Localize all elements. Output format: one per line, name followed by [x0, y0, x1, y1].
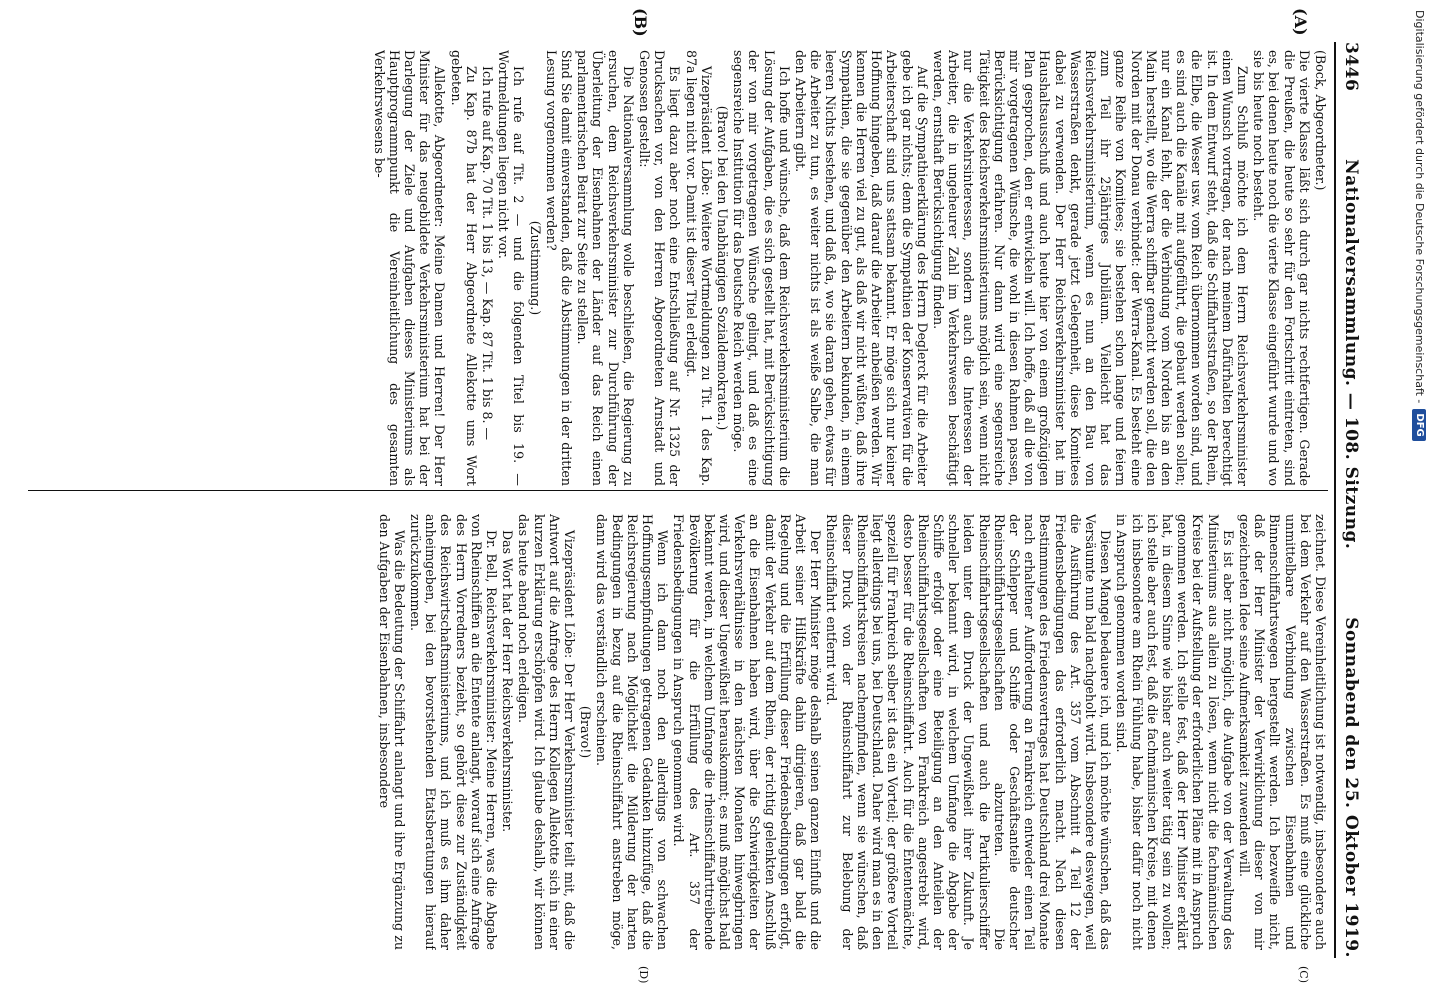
- paragraph: Wenn ich dann noch den allerdings von schwachen Hoffnungsempfindungen getragenen Gedanken hinzufüge, daß die Reichsregierung nach Möglichkeit die Milderung der harten Bedingungen in bezug auf die Rheinschiffahrt anstreben möge, dann wird das verständlich erscheinen.: [594, 514, 671, 950]
- paragraph: Ich hoffe und wünsche, daß dem Reichsverkehrsministerium die Lösung der Aufgaben, die es sich gestellt hat, mit Berücksichtigung der von mir vorgetragenen Wünsche gelingt, und daß es eine segensreiche Institution für das Deutsche Reich werden möge.: [731, 50, 792, 486]
- document-page: [10, 0, 1380, 1000]
- paragraph: Was die Bedeutung der Schiffahrt anlangt und ihre Ergänzung zu den Aufgaben der Eisenbahnen, insbesondere: [376, 514, 407, 950]
- margin-marker-c: (C): [1297, 966, 1310, 983]
- margin-marker-b: (B): [631, 8, 650, 37]
- paragraph: Zum Schluß möchte ich dem Herrn Reichsverkehrsminister einen Wunsch vortragen, der nach meinem Dafürhalten berechtigt ist. In dem Entwurf steht, daß die Schiffahrtsstraßen, so der Rhein, die Elbe, die Weser usw. vom Reich übernommen worden sind, und es sind auch die Kanäle mit aufgeführt, die gebaut werden sollen; nur ein Kanal fehlt, der die Verbindung vom Norden bis an den Main herstellt, wo die Werra schiffbar gemacht werden soll, die den Norden mit der Donau verbindet: der Werra-Kanal. Es besteht eine ganze Reihe von Komitees; sie bestehen schon lange und feiern zum Teil ihr 25jähriges Jubiläum. Vielleicht hat das Reichsverkehrsministerium, wenn es nun an den Bau von Wasserstraßen denkt, gerade jetzt Gelegenheit, diese Komitees dabei zu verwenden. Der Herr Reichsverkehrsminister hat im Haushaltsausschuß und auch heute hier von einem großzügigen Plan gesprochen, den er entwickeln will. Ich hoffe, daß all die von mir vorgetragenen Wünsche, die wohl in diesen Rahmen passen, Berücksichtigung erfahren. Nur dann wird eine segensreiche Tätigkeit des Reichsverkehrsministeriums möglich sein, wenn nicht nur die Verkehrsinteressen, sondern auch die Interessen der Arbeiter, die in ungeheurer Zahl im Verkehrswesen beschäftigt werden, ernsthaft Berücksichtigung finden.: [930, 50, 1250, 486]
- paragraph: Der Herr Minister möge deshalb seinen ganzen Einfluß und die Arbeit seiner Hilfskräfte dahin dirigieren, daß gar bald die Regelung und die Erfüllung dieser Friedensbedingungen erfolgt, damit der Verkehr auf dem Rhein, der richtig gelenkten Anschluß an die Eisenbahnen haben wird, über die Schwierigkeiten der Verkehrsverhältnisse in den nächsten Monaten hinwegbringen wird, und dieser Ungewißheit herauskommt; es muß möglichst bald bekannt werden, in welchem Umfange die rheinschiffahrttreibende Bevölkerung für die Erfüllung des Art. 357 der Friedensbedingungen in Anspruch genommen wird.: [671, 514, 824, 950]
- interjection: (Zustimmung.): [527, 220, 543, 316]
- paragraph: Diesen Mangel bedauere ich, und ich möchte wünschen, daß das Versäumte nun bald nachgeholt wird. Insbesondere deswegen, weil die Ausführung des Art. 357 vom Abschnitt 4 Teil 12 der Friedensbedingungen das erforderlich macht. Nach diesen Bestimmungen des Friedensvertrages hat Deutschland drei Monate nach erhaltener Aufforderung an Frankreich entweder einen Teil der Schlepper und Schiffe oder Geschäftsanteile deutscher Rheinschiffahrtsgesellschaften abzutreten. Die Rheinschiffahrtsgesellschaften und auch die Partikulierschiffer leiden unter dem Druck der Ungewißheit ihrer Zukunft. Je schneller bekannt wird, in welchem Umfange die Abgabe der Schiffe erfolgt oder eine Beteiligung an den Anteilen der Rheinschiffahrtsgesellschaften von Frankreich angestrebt wird, desto besser für die Rheinschiffahrt. Auch für die Ententemächte, speziell für Frankreich selber ist das ein Vorteil; der größere Vorteil liegt allerdings bei uns, bei Deutschland. Daher wird man es in den Rheinschiffahrtskreisen nachempfinden, wenn sie wünschen, daß dieser Druck von der Rheinschiffahrt zur Belebung der Rheinschiffahrt entfernt wird.: [824, 514, 1114, 950]
- paragraph: Zu Kap. 87b hat der Herr Abgeordnete Allekotte ums Wort gebeten.: [448, 50, 479, 486]
- page-number: 3446: [1341, 42, 1361, 92]
- paragraph: Es ist aber nicht möglich, die Aufgabe von der Verwaltung des Ministeriums aus allein zu lösen, wenn nicht die fachmännischen Kreise bei der Aufstellung der erforderlichen Pläne mit in Anspruch genommen werden. Ich stelle fest, daß der Herr Minister erklärt hat, in diesem Sinne wie bisher auch weiter tätig sein zu wollen; ich stelle aber auch fest, daß die fachmännischen Kreise, mit denen ich insbesondere am Rhein Fühlung habe, bisher dafür noch nicht in Anspruch genommen worden sind.: [1114, 514, 1236, 950]
- left-column: [28, 50, 1328, 486]
- interjection: (Bravo! bei den Unabhängigen Sozialdemokraten.): [715, 105, 731, 431]
- paragraph: Dr. Bell, Reichsverkehrsminister: Meine Herren, was die Abgabe von Rheinschiffen an die Entente anlangt, worauf sich eine Anfrage des Herrn Vorredners bezieht, so gehört diese zur Zuständigkeit des Reichswirtschaftsministeriums, und ich muß es ihm daher anheimgeben, bei den bevorstehenden Etatsberatungen hierauf zurückzukommen.: [408, 514, 500, 950]
- paragraph: Das Wort hat der Herr Reichsverkehrsminister.: [500, 530, 516, 833]
- credit-text: Digitalisierung gefördert durch die Deutsche Forschungsgemeinschaft -: [1413, 10, 1426, 404]
- paragraph: Es liegt dazu aber noch eine Entschließung auf Nr. 1325 der Drucksachen vor, von den Herren Abgeordneten Arnstadt und Genossen gestellt:: [637, 50, 683, 486]
- paragraph: Ich rufe auf Tit. 2 — und die folgenden Titel bis 19. — Wortmeldungen liegen nicht vor.: [496, 50, 527, 486]
- session-date: Sonnabend den 25. Oktober 1919.: [1341, 617, 1361, 958]
- resolution-text: Die Nationalversammlung wolle beschließen, die Regierung zu ersuchen, dem Reichsverkehrsminister zur Durchführung der Überleitung der Eisenbahnen der Länder auf das Reich einen parlamentarischen Beirat zur Seite zu stellen.: [575, 50, 636, 486]
- column-divider: [28, 490, 1328, 491]
- margin-marker-d: (D): [637, 966, 650, 984]
- paragraph: Vizepräsident Löbe: Der Herr Verkehrsminister teilt mit, daß die Antwort auf die Anfrage des Herrn Kollegen Allekotte sich in einer kurzen Erklärung erschöpfen wird. Ich glaube deshalb, wir können das heute abend noch erledigen.: [516, 514, 578, 950]
- right-column: [28, 514, 1328, 950]
- page-header: [1334, 42, 1366, 958]
- paragraph: Sind Sie damit einverstanden, daß die Abstimmungen in der dritten Lesung vorgenommen werden?: [543, 50, 575, 486]
- digitization-credit: [1410, 10, 1428, 990]
- paragraph: Auf die Sympathieerklärung des Herrn Deglerck für die Arbeiter gebe ich gar nichts; denn die Sympathien der Konservativen für die Arbeiterschaft sind uns sattsam bekannt. Er möge sich nur keiner Hoffnung hingeben, daß darauf die Arbeiter anbeißen werden. Wir kennen die Herren viel zu gut, als daß wir nicht wüßten, daß ihre Sympathien, die sie gegenüber den Arbeitern bekunden, in einem leeren Nichts bestehen, und daß da, wo sie daran gehen, etwas für die Arbeiter zu tun, es weiter nichts ist als weiße Salbe, die man den Arbeitern gibt.: [793, 50, 930, 486]
- paragraph: Die vierte Klasse läßt sich durch gar nichts rechtfertigen. Gerade die Preußen, die heute so sehr für den Fortschritt eintreten, sind es, bei denen heute noch die vierte Klasse eingeführt wurde und wo sie bis heute noch besteht.: [1251, 50, 1312, 486]
- interjection: (Bravo!): [578, 705, 594, 759]
- margin-marker-a: (A): [1291, 8, 1310, 36]
- session-title: Nationalversammlung. — 108. Sitzung.: [1341, 159, 1361, 550]
- speaker-continuation: (Bock, Abgeordneter.): [1313, 50, 1328, 191]
- paragraph: Ich rufe auf Kap. 70 Tit. 1 bis 13, — Kap. 87 Tit. 1 bis 8. —: [480, 66, 496, 441]
- paragraph: zeichnet. Diese Vereinheitlichung ist notwendig, insbesondere auch bei dem Verkehr auf den Wasserstraßen. Es muß eine glückliche unmittelbare Verbindung zwischen Eisenbahnen und Binnenschiffahrtswegen hergestellt werden. Ich bezweifle nicht, daß der Herr Minister der Verwirklichung dieser von mir gezeichneten Idee seine Aufmerksamkeit zuwenden will.: [1236, 514, 1328, 950]
- paragraph: Allekotte, Abgeordneter: Meine Damen und Herren! Der Herr Minister für das neugebildete Verkehrsministerium hat bei der Darlegung der Ziele und Aufgaben dieses Ministeriums als Hauptprogrammpunkt die Vereinheitlichung des gesamten Verkehrswesens be-: [371, 50, 448, 486]
- dfg-logo: DFG: [1412, 409, 1426, 440]
- paragraph: Vizepräsident Löbe: Weitere Wortmeldungen zu Tit. 1 des Kap. 87a liegen nicht vor. Damit ist dieser Titel erledigt.: [683, 50, 714, 486]
